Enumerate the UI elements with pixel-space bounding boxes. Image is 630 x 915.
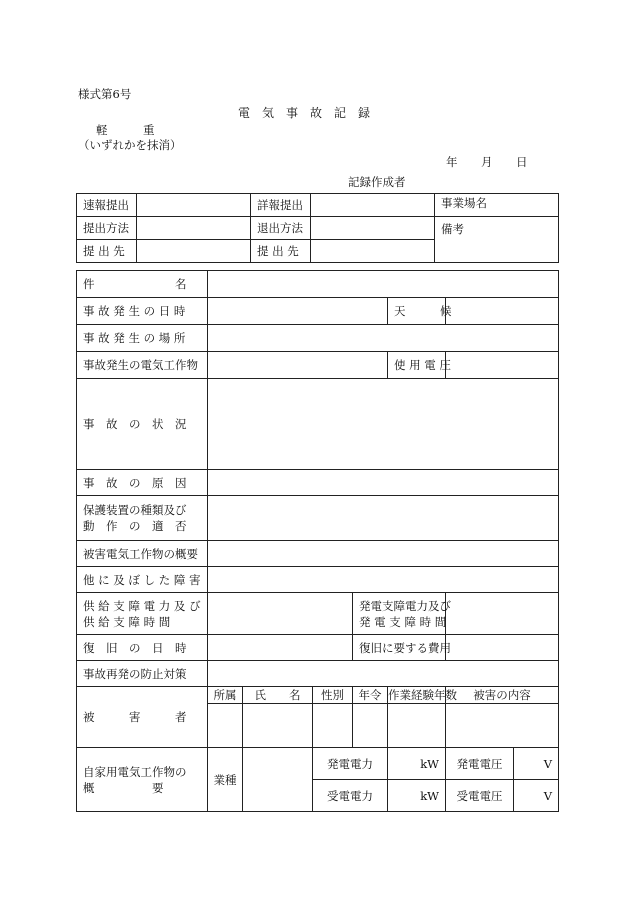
label-weather: 天 候 [388, 298, 446, 325]
col-affiliation: 所属 [208, 687, 243, 704]
label-report-quick: 速報提出 [77, 194, 137, 217]
report-detail-field[interactable] [311, 194, 435, 217]
industry-field[interactable] [243, 748, 313, 812]
weather-field[interactable] [446, 298, 559, 325]
label-item-name: 件 名 [77, 271, 208, 298]
label-victims: 被 害 者 [77, 687, 208, 748]
recv-power-field[interactable] [388, 780, 446, 812]
label-equipment: 事故発生の電気工作物 [77, 352, 208, 379]
label-private-equipment [77, 748, 208, 812]
label-recv-voltage: 受電電圧 [446, 780, 514, 812]
label-supply-outage [77, 593, 208, 635]
label-gen-line1: 発電支障電力及び [359, 598, 451, 613]
label-place: 事 故 発 生 の 場 所 [77, 325, 208, 352]
form-number: 様式第6号 [78, 87, 132, 101]
other-damage-field[interactable] [208, 567, 559, 593]
equipment-field[interactable] [208, 352, 388, 379]
label-gen-line2: 発 電 支 障 時 間 [359, 614, 447, 629]
label-damaged-equipment: 被害電気工作物の概要 [77, 541, 208, 567]
submission-table [76, 193, 559, 263]
exit-method-field[interactable] [311, 217, 435, 240]
col-age: 年令 [353, 687, 388, 704]
label-exit-method: 退出方法 [251, 217, 311, 240]
col-sex: 性別 [313, 687, 353, 704]
place-field[interactable] [208, 325, 559, 352]
unit-v: V [543, 788, 553, 803]
accident-record-table [76, 270, 559, 812]
victim-sex-field[interactable] [313, 704, 353, 748]
label-remarks: 備考 [435, 217, 559, 263]
col-injury: 被害の内容 [446, 687, 559, 704]
generation-outage-field[interactable] [446, 593, 559, 635]
label-protection-line1: 保護装置の種類及び [83, 503, 187, 517]
method-field[interactable] [137, 217, 251, 240]
label-method: 提出方法 [77, 217, 137, 240]
gen-voltage-field[interactable] [514, 748, 559, 780]
victim-affiliation-field[interactable] [208, 704, 243, 748]
unit-v: V [543, 756, 553, 771]
label-gen-voltage: 発電電圧 [446, 748, 514, 780]
supply-outage-field[interactable] [208, 593, 353, 635]
date-month: 月 [481, 155, 493, 169]
page-title: 電 気 事 故 記 録 [238, 106, 371, 120]
victim-years-field[interactable] [388, 704, 446, 748]
col-years: 作業経験年数 [388, 688, 457, 702]
damaged-equipment-field[interactable] [208, 541, 559, 567]
label-datetime: 事 故 発 生 の 日 時 [77, 298, 208, 325]
label-report-detail: 詳報提出 [251, 194, 311, 217]
protection-field[interactable] [208, 496, 559, 541]
label-private-line2: 概 要 [83, 780, 164, 795]
label-voltage: 使 用 電 圧 [388, 352, 446, 379]
label-situation: 事 故 の 状 況 [77, 379, 208, 470]
victim-age-field[interactable] [353, 704, 388, 748]
severity-light: 軽 [96, 123, 108, 137]
victim-injury-field[interactable] [446, 704, 559, 748]
gen-power-field[interactable] [388, 748, 446, 780]
datetime-field[interactable] [208, 298, 388, 325]
label-site: 事業場名 [435, 194, 559, 217]
label-protection-line2: 動 作 の 適 否 [83, 519, 187, 533]
label-supply-line2: 供 給 支 障 時 間 [83, 614, 171, 629]
situation-field[interactable] [208, 379, 559, 470]
destination-left-field[interactable] [137, 240, 251, 263]
label-other-damage: 他 に 及 ぼ し た 障 害 [77, 567, 208, 593]
cause-field[interactable] [208, 470, 559, 496]
label-supply-line1: 供 給 支 障 電 力 及 び [83, 598, 201, 613]
prevention-field[interactable] [208, 661, 559, 687]
label-destination-right: 提 出 先 [251, 240, 311, 263]
voltage-field[interactable] [446, 352, 559, 379]
report-quick-field[interactable] [137, 194, 251, 217]
restore-datetime-field[interactable] [208, 635, 353, 661]
label-private-line1: 自家用電気工作物の [83, 764, 187, 779]
unit-kw: kW [420, 756, 439, 771]
unit-kw: kW [420, 788, 439, 803]
author-label: 記録作成者 [348, 175, 406, 189]
label-industry: 業種 [208, 748, 243, 812]
label-protection [77, 496, 208, 541]
severity-note: （いずれかを抹消） [78, 138, 182, 152]
item-name-field[interactable] [208, 271, 559, 298]
label-restore-datetime: 復 旧 の 日 時 [77, 635, 208, 661]
date-day: 日 [516, 155, 528, 169]
recv-voltage-field[interactable] [514, 780, 559, 812]
label-generation-outage [353, 593, 451, 635]
date-year: 年 [446, 155, 458, 169]
victim-name-field[interactable] [243, 704, 313, 748]
label-destination-left: 提 出 先 [77, 240, 137, 263]
restore-cost-field[interactable] [446, 635, 559, 661]
label-cause: 事 故 の 原 因 [77, 470, 208, 496]
label-restore-cost: 復旧に要する費用 [353, 635, 446, 661]
col-name: 氏 名 [243, 687, 313, 704]
label-prevention: 事故再発の防止対策 [77, 661, 208, 687]
severity-heavy: 重 [143, 123, 155, 137]
label-gen-power: 発電電力 [313, 748, 388, 780]
label-recv-power: 受電電力 [313, 780, 388, 812]
destination-right-field[interactable] [311, 240, 435, 263]
